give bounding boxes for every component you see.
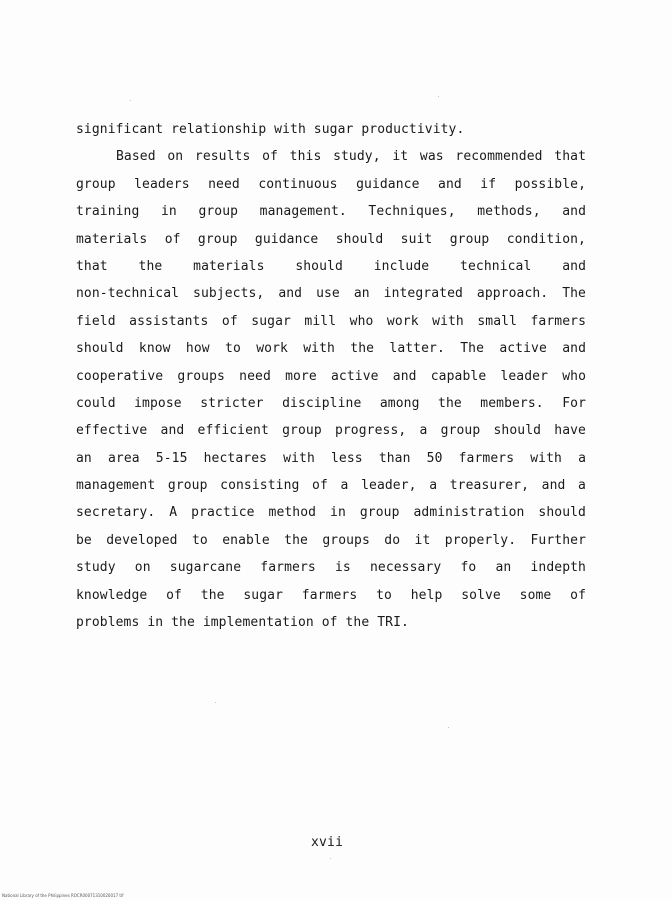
text-line: training in group management. Techniques, methods, and bbox=[76, 204, 586, 220]
text-line: field assistants of sugar mill who work with small farmers bbox=[76, 313, 586, 329]
text-line: study on sugarcane farmers is necessary fo an indepth bbox=[76, 560, 586, 576]
text-line: cooperative groups need more active and capable leader who bbox=[76, 368, 586, 384]
text-line: could impose stricter discipline among the members. For bbox=[76, 395, 586, 411]
scan-speck bbox=[330, 858, 331, 859]
text-line: Based on results of this study, it was recommended that bbox=[116, 149, 586, 165]
scan-speck bbox=[215, 702, 216, 703]
body-paragraph bbox=[76, 116, 586, 636]
text-line: effective and efficient group progress, a group should have bbox=[76, 423, 586, 439]
scan-footer: National Library of the Philippines ROCR00071310020017 tif bbox=[2, 893, 124, 898]
text-line: knowledge of the sugar farmers to help solve some of bbox=[76, 587, 586, 603]
text-line: non-technical subjects, and use an integrated approach. The bbox=[76, 286, 586, 302]
text-line: that the materials should include technical and bbox=[76, 258, 586, 274]
scan-speck bbox=[438, 96, 439, 97]
scan-speck bbox=[448, 727, 449, 728]
text-line: group leaders need continuous guidance and if possible, bbox=[76, 176, 586, 192]
text-line: management group consisting of a leader, a treasurer, and a bbox=[76, 478, 586, 494]
text-line: problems in the implementation of the TRI. bbox=[76, 615, 409, 631]
text-line: should know how to work with the latter. The active and bbox=[76, 341, 586, 357]
text-line: significant relationship with sugar productivity. bbox=[76, 122, 465, 137]
text-line: be developed to enable the groups do it properly. Further bbox=[76, 532, 586, 548]
page-number: xvii bbox=[311, 835, 344, 850]
text-line: secretary. A practice method in group administration should bbox=[76, 505, 586, 521]
text-line: materials of group guidance should suit group condition, bbox=[76, 231, 586, 247]
text-line: an area 5-15 hectares with less than 50 farmers with a bbox=[76, 450, 586, 466]
scan-speck bbox=[130, 100, 131, 101]
